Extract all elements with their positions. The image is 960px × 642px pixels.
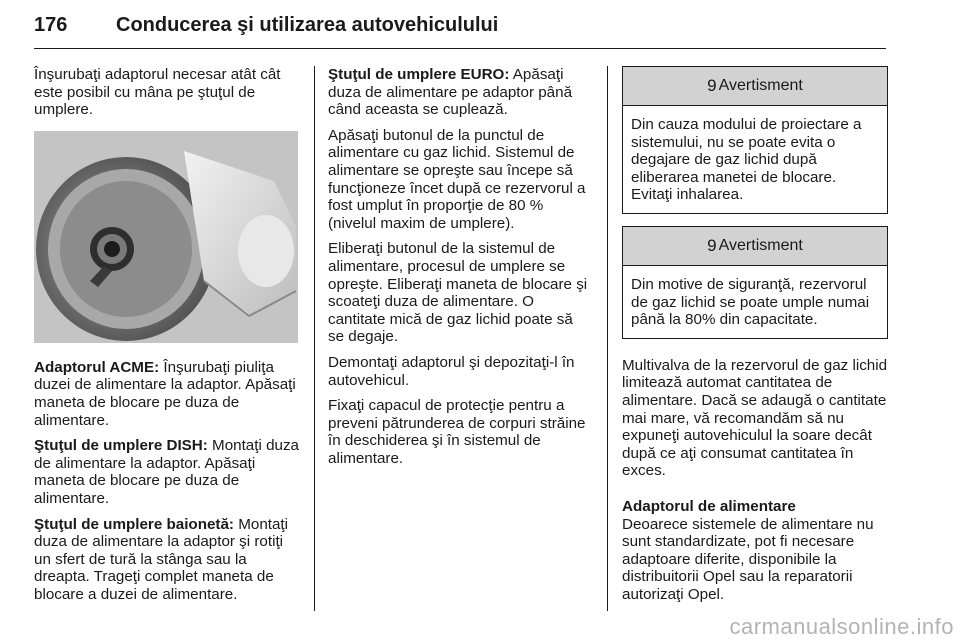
bayonet-paragraph (34, 516, 302, 604)
button-paragraph: Apăsaţi butonul de la punctul de alimentare cu gaz lichid. Sistemul de alimentare se opreşte sau începe să funcţioneze încet după ce rezervorul a fost umplut în proporţie de 80 % (nivelul maxim de umplere). (328, 126, 586, 232)
running-title: Conducerea şi utilizarea autovehiculului (116, 14, 499, 36)
fuel-filler-illustration (34, 131, 298, 343)
warning-text-2: Din motive de siguranţă, rezervorul de gaz lichid se poate umple numai până la 80% din capacitate. (631, 275, 870, 329)
bayonet-text: Montaţi duza de alimentare la adaptor şi rotiţi un sfert de tură la stânga sau la dreapta. Trageţi complet maneta de blocare a duzei de alimentare. (34, 515, 289, 603)
euro-paragraph (328, 66, 590, 119)
warning-header-1 (623, 67, 887, 106)
dish-label: Ştuţul de umplere DISH: (34, 437, 208, 455)
column-3 (622, 66, 888, 611)
multivalve-paragraph: Multivalva de la rezervorul de gaz lichid limitează automat cantitatea de alimentare. Dacă se adaugă o cantitate mai mare, vă recomandăm să nu expuneţi autovehiculul la soare decât după ce aţi consumat cantitatea în exces. (622, 356, 888, 480)
cap-paragraph: Fixaţi capacul de protecţie pentru a preveni pătrunderea de corpuri străine în deschiderea şi în sistemul de alimentare. (328, 397, 586, 467)
dish-text: Montaţi duza de alimentare la adaptor. Apăsaţi maneta de blocare pe duza de alimentare. (34, 437, 300, 507)
warning-icon: 9 (707, 236, 717, 256)
warning-title-1: Avertisment (718, 77, 803, 95)
fuel-filler-photo (34, 131, 298, 343)
warning-title-2: Avertisment (718, 237, 803, 255)
watermark: carmanualsonline.info (729, 614, 954, 639)
header-rule (34, 48, 886, 49)
acme-label: Adaptorul ACME: (34, 358, 160, 376)
warning-box-2 (622, 226, 888, 339)
page-header (34, 8, 886, 42)
column-divider-1 (314, 66, 315, 611)
warning-icon: 9 (707, 76, 717, 96)
remove-adaptor-paragraph: Demontaţi adaptorul şi depozitaţi-l în autovehicul. (328, 353, 575, 389)
acme-text: Înşurubaţi piuliţa duzei de alimentare la adaptor. Apăsaţi maneta de blocare pe duza de alimentare. (34, 358, 296, 429)
warning-text-1: Din cauza modului de proiectare a sistemului, nu se poate evita o degajare de gaz lichid după eliberarea manetei de blocare. Evitaţi inhalarea. (631, 116, 862, 204)
page-number: 176 (34, 14, 68, 36)
euro-label: Ştuţul de umplere EURO: (328, 66, 510, 83)
release-paragraph: Eliberaţi butonul de la sistemul de alimentare, procesul de umplere se opreşte. Eliberaţi maneta de blocare şi scoateţi duza de alimentare. O cantitate mică de gaz lichid poate să se degaje. (328, 240, 588, 346)
warning-header-2 (623, 227, 887, 266)
bayonet-label: Ştuţul de umplere baionetă: (34, 515, 234, 533)
column-2 (328, 66, 590, 475)
dish-paragraph (34, 437, 302, 507)
column-1 (34, 66, 302, 612)
acme-paragraph (34, 359, 302, 429)
column-divider-2 (607, 66, 608, 611)
warning-box-1 (622, 66, 888, 214)
section-heading: Adaptorul de alimentare (622, 497, 796, 515)
adaptor-paragraph: Deoarece sistemele de alimentare nu sunt standardizate, pot fi necesare adaptoare diferite, disponibile la distribuitorii Opel sau la reparatorii autorizaţi Opel. (622, 515, 874, 603)
euro-text: Apăsaţi duza de alimentare pe adaptor până când aceasta se cuplează. (328, 66, 573, 119)
intro-paragraph: Înşurubaţi adaptorul necesar atât cât este posibil cu mâna pe ştuţul de umplere. (34, 66, 281, 119)
